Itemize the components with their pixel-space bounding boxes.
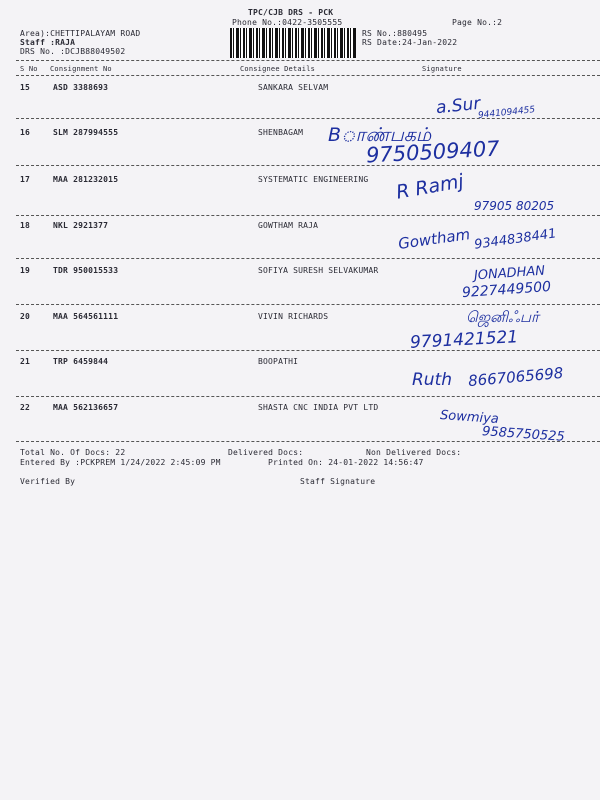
row-consignment: MAA 564561111 (53, 312, 119, 321)
header-divider (16, 60, 600, 61)
row-consignment: SLM 287994555 (53, 128, 119, 137)
row-signature-phone: 9750509407 (365, 136, 501, 168)
row-divider (16, 215, 600, 216)
row-consignee: SOFIYA SURESH SELVAKUMAR (258, 266, 379, 275)
entered-by: Entered By :PCKPREM 1/24/2022 2:45:09 PM (20, 458, 221, 467)
row-sno: 15 (20, 83, 31, 92)
row-signature-phone: 9227449500 (461, 278, 552, 302)
row-sno: 20 (20, 312, 31, 321)
row-signature: R Ramj (394, 170, 466, 204)
area-label: Area):CHETTIPALAYAM ROAD (20, 29, 141, 38)
barcode (230, 28, 356, 58)
row-consignee: SANKARA SELVAM (258, 83, 329, 92)
page-number: Page No.:2 (452, 18, 503, 27)
row-signature-phone: 9441094455 (477, 105, 536, 121)
row-consignee: SHENBAGAM (258, 128, 304, 137)
row-signature: Ruth (412, 370, 453, 390)
row-divider (16, 304, 600, 305)
verified-by: Verified By (20, 477, 76, 486)
staff-signature: Staff Signature (300, 477, 376, 486)
row-consignment: MAA 562136657 (53, 403, 119, 412)
column-signature: Signature (422, 65, 462, 73)
row-signature: ஜெனிஃபர் (466, 308, 539, 326)
drs-number: DRS No. :DCJB88049502 (20, 47, 126, 56)
table-bottom-divider (16, 441, 600, 442)
row-sno: 17 (20, 175, 31, 184)
row-sno: 22 (20, 403, 31, 412)
row-signature-phone: 9344838441 (473, 226, 558, 253)
rs-date: RS Date:24-Jan-2022 (362, 38, 458, 47)
column-consignment: Consignment No (50, 65, 112, 73)
row-sno: 16 (20, 128, 31, 137)
delivered-docs: Delivered Docs: (228, 448, 304, 457)
column-consignee: Consignee Details (240, 65, 316, 73)
row-consignee: VIVIN RICHARDS (258, 312, 329, 321)
phone-number: Phone No.:0422-3505555 (232, 18, 343, 27)
row-signature: a.Sur (435, 93, 482, 119)
row-signature-phone: 9585750525 (481, 424, 566, 445)
row-consignee: GOWTHAM RAJA (258, 221, 319, 230)
row-consignee: SHASTA CNC INDIA PVT LTD (258, 403, 379, 412)
row-consignee: SYSTEMATIC ENGINEERING (258, 175, 369, 184)
row-signature-phone: 9791421521 (409, 327, 519, 353)
row-signature: Gowtham (397, 225, 472, 253)
row-consignment: ASD 3388693 (53, 83, 109, 92)
row-sno: 21 (20, 357, 31, 366)
row-divider (16, 165, 600, 166)
row-divider (16, 258, 600, 259)
row-divider (16, 118, 600, 119)
row-divider (16, 350, 600, 351)
row-sno: 19 (20, 266, 31, 275)
row-consignee: BOOPATHI (258, 357, 299, 366)
row-consignment: TRP 6459844 (53, 357, 109, 366)
column-divider (16, 75, 600, 76)
row-signature: Sowmiya (439, 407, 500, 428)
non-delivered-docs: Non Delivered Docs: (366, 448, 462, 457)
row-sno: 18 (20, 221, 31, 230)
total-docs: Total No. Of Docs: 22 (20, 448, 126, 457)
document-title: TPC/CJB DRS - PCK (248, 8, 334, 17)
row-signature-phone: 97905 80205 (474, 199, 555, 213)
row-signature: Bாண்பகம் (328, 124, 432, 146)
row-signature: JONADHAN (473, 263, 546, 284)
staff-label: Staff :RAJA (20, 38, 76, 47)
row-consignment: NKL 2921377 (53, 221, 109, 230)
column-sno: S No (20, 65, 38, 73)
rs-number: RS No.:880495 (362, 29, 428, 38)
printed-on: Printed On: 24-01-2022 14:56:47 (268, 458, 424, 467)
row-signature-phone: 8667065698 (467, 363, 565, 391)
row-consignment: MAA 281232015 (53, 175, 119, 184)
row-divider (16, 396, 600, 397)
row-consignment: TDR 950015533 (53, 266, 119, 275)
